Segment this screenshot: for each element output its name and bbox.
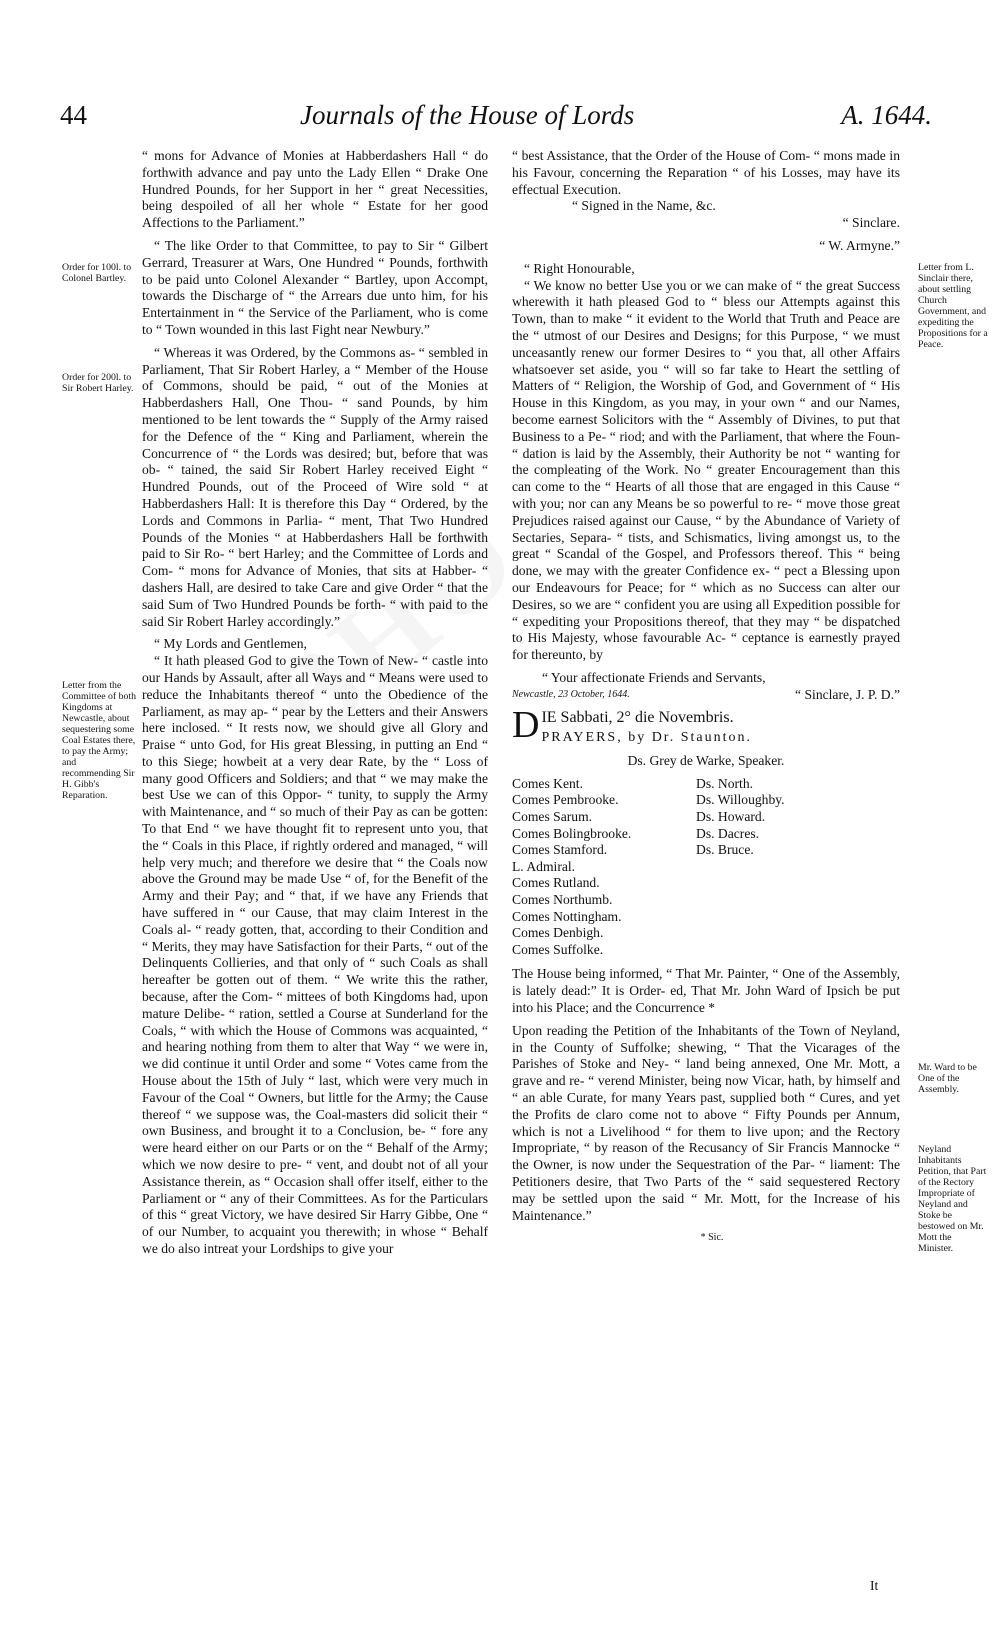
attendee: Comes Rutland. [512,875,600,891]
paragraph-newcastle-letter: “ It hath pleased God to give the Town of New- “ castle into our Hands by Assault, after all Ways and “ Means were used to reduce the Inhabitants thereof “ unto the Obedience of the Parliament, as may ap- “ pear by the Letters and their Answers here inclosed. “ It rests now, we should give all Glory and Praise “ unto God, for His great Blessing, in putting an End “ to this Siege; howbeit at a very dear Rate, by the “ Loss of many good Officers and Soldiers; and that “ we may make the best Use we can of this Oppor- “ tunity, to supply the Army with Maintenance, and “ so much of their Pay as can be gotten: To that End “ we have thought fit to represent unto you, that the “ Coals in this Place, if rightly ordered and managed, “ will help very much; and therefore we desire that “ the Coals now above the Ground may be made Use “ of, for the Benefit of the Army and their Pay; and “ that, if we have any Friends that have suffered in “ our Cause, that may claim Interest in the Coals al- “ ready gotten, that, according to their Condition and “ Merits, they may have Satisfaction for their Parts, “ out of the Delinquents Collieries, and that only of “ such Coals as shall hereafter be gotten out of them. “ We write this the rather, because, after the Com- “ mittees of both Kingdoms had, upon mature Delibe- “ ration, settled a Course at Sunderland for the Coals, “ with which the House of Commons was acquainted, “ and hearing nothing from them to alter that Way “ we were in, we did continue it until Order and some “ Votes came from the House about the 15th of July “ last, which were very much in Favour of the Coal “ Owners, but little for the Army; the Cause thereof “ we suppose was, the Coal-masters did solicit their “ own Business, and brought it to a Conclusion, be- “ fore any were heard either on our Parts or on the “ Behalf of the Army; which we now desire to pre- “ vent, and doubt not of all your Assistance therein, as “ Occasion shall offer itself, either to the Parliament or “ any of their Committees. As for the Particulars of this “ great Victory, we have desired Sir Harry Gibbe, One “ of our Number, to acquaint you therewith; in whose “ Behalf we do also intreat your Lordships to give your [142,653,488,1256]
letter-salutation: “ My Lords and Gentlemen, [154,636,307,652]
date-signature-row [512,687,900,704]
attendee: Ds. Willoughby. [696,792,785,808]
year-label: A. 1644. [841,100,932,130]
speaker-line: Ds. Grey de Warke, Speaker. [627,753,785,769]
attendee: Comes Stamford. [512,842,608,858]
catchword: It [870,1578,879,1593]
drop-cap: D [512,703,540,746]
attendee: Ds. Howard. [696,809,766,825]
margin-note-newcastle-letter: Letter from the Committee of both Kingdoms at Newcastle, about sequestering some Coal Estates there, to pay the Army; and recommending Sir H. Gibb's Reparation. [62,680,137,801]
attendee: Comes Pembrooke. [512,792,619,808]
attendee: L. Admiral. [512,858,576,874]
attendance-earls [512,776,696,959]
paragraph-gibbe: “ best Assistance, that the Order of the House of Com- “ mons made in his Favour, concerning the Reparation “ of his Losses, may have its effectual Execution. [512,148,900,197]
journal-title: Journals of the House of Lords [300,100,635,130]
prayers-line: PRAYERS, by Dr. Staunton. [541,730,752,746]
attendee: Comes Bolingbrooke. [512,825,632,841]
signature-sinclare: “ Sinclare. [842,215,900,231]
paragraph-sinclair-letter: “ We know no better Use you or we can make of “ the great Success wherewith it hath pleased God to “ bless our Attempts against this Town, than to make “ it evident to the World that Truth and Peace are the “ utmost of our Desires and Designs; for this Purpose, “ we must unceasantly renew our former Desires to “ you that, all other Affairs whatsoever set aside, you “ will so far take to Heart the settling of Matters of “ Religion, the Worship of God, and Government of “ His House in this Kingdom, as you may, in your own “ and our Names, become earnest Solicitors with the “ Assembly of Divines, to put that Business to a Pe- “ riod; and with the Parliament, that where the Foun- “ dation is laid by the Assembly, their Authority be not “ wanting for the compleating of the Work. No “ greater Encouragement than this can come to the “ Hearts of all those that are engaged in this Cause “ with you; nor can any Means be so powerful to re- “ move those great Prejudices raised against our Cause, “ by the Abundance of Variety of Sectaries, Separa- “ tists, and Schismatics, living amongst us, to the great “ Scandal of the Gospel, and Professors thereof. This “ being done, we may with the greater Confidence ex- “ pect a Blessing upon our Endeavours for Peace; for “ which as no Success can alter our Desires, so we are “ confident you are using all Expedition possible for “ expediting your Propositions thereof, that they may “ be dispatched to His Majesty, whose favourable Ac- “ ceptance is earnestly prayed for thereunto, by [512,277,900,663]
margin-note-bartley: Order for 100l. to Colonel Bartley. [62,262,132,284]
signature-sinclare-jpd: “ Sinclare, J. P. D.” [795,686,900,702]
paragraph-drake: “ mons for Advance of Monies at Habberdashers Hall “ do forthwith advance and pay unto the Lady Ellen “ Drake One Hundred Pounds, for her Support in her “ great Necessities, being despoiled of all her whole “ Estate for her good Affections to the Parliament.” [142,148,488,231]
salutation-right-honourable: “ Right Honourable, [524,260,635,276]
page-number: 44 [60,100,87,130]
right-column [512,148,900,1253]
attendee: Ds. North. [696,775,754,791]
day-heading-text: IE Sabbati, 2° die Novembris. [541,708,734,726]
attendee: Comes Northumb. [512,892,613,908]
margin-note-harley: Order for 200l. to Sir Robert Harley. [62,372,134,394]
paragraph-bartley: “ The like Order to that Committee, to pay to Sir “ Gilbert Gerrard, Treasurer at Wars, One Hundred “ Pounds, forthwith to be paid unto Colonel Alexander “ Bartley, upon Accompt, towards the Discharge of “ the Arrears due unto him, for his Entertainment in “ the Service of the Parliament, who is come to “ Town wounded in this last Fight near Newbury.” [142,237,488,337]
closing-line: “ Your affectionate Friends and Servants, [542,669,766,685]
margin-note-neyland: Neyland Inhabitants Petition, that Part of the Rectory Impropriate of Neyland and Stoke be bestowed on Mr. Mott the Minister. [918,1144,987,1254]
margin-note-sinclair-letter: Letter from L. Sinclair there, about settling Church Government, and expediting the Propositions for a Peace. [918,262,988,350]
left-column [142,148,488,1264]
attendee: Comes Kent. [512,775,583,791]
attendee: Comes Suffolke. [512,941,604,957]
margin-note-ward: Mr. Ward to be One of the Assembly. [918,1062,977,1095]
attendee: Ds. Bruce. [696,842,754,858]
page-header [0,100,992,140]
attendee: Comes Denbigh. [512,925,604,941]
attendee: Comes Sarum. [512,809,593,825]
attendee: Comes Nottingham. [512,908,622,924]
paragraph-harley: “ Whereas it was Ordered, by the Commons as- “ sembled in Parliament, That Sir Robert Harley, a “ Member of the House of Commons, should be paid, “ out of the Monies at Habberdashers Hall, One Thou- “ sand Pounds, by him mentioned to be lent towards the “ Supply of the Army raised for the Defence of the “ King and Parliament, wherein the Concurrence of “ the Lords was desired; but, before that was ob- “ tained, the said Sir Robert Harley received Eight “ Hundred Pounds, out of the Proceed of Wire sold “ at Habberdashers Hall: It is therefore this Day “ Ordered, by the Lords and Commons in Parlia- “ ment, That Two Hundred Pounds of the Monies “ at Habberdashers Hall be forthwith paid to Sir Ro- “ bert Harley; and the Committee of Lords and Com- “ mons for Advance of Monies, that sits at Habber- “ dashers Hall, are desired to take Care and give Order “ that the said Sum of Two Hundred Pounds be forth- “ with paid to the said Sir Robert Harley accordingly.” [142,344,488,629]
attendance-list [512,776,900,959]
place-date: Newcastle, 23 October, 1644. [512,688,630,700]
paragraph-neyland-petition: Upon reading the Petition of the Inhabitants of the Town of Neyland, in the County of Suffolke; shewing, “ That the Vicarages of the Parishes of Stoke and Ney- “ land being annexed, One Mr. Mott, a grave and re- “ verend Minister, being now Vicar, hath, by himself and “ an able Curate, for many Years past, supplied both “ Cures, and yet the Profits de claro come not to above “ Fifty Pounds per Annum, which is not a Livelihood “ for them to live upon; and the Rectory Impropriate, “ by reason of the Recusancy of Sir Francis Mannocke “ the Owner, is now under the Sequestration of the Par- “ liament: The Petitioners desire, that Two Parts of the “ said sequestered Rectory may be settled upon the said “ Mr. Mott, for the Increase of his Maintenance.” [512,1022,900,1223]
footnote: * Sic. [700,1232,724,1244]
signature-armyne: “ W. Armyne.” [819,237,900,253]
attendance-barons [696,776,876,959]
attendee: Ds. Dacres. [696,825,760,841]
paragraph-ward: The House being informed, “ That Mr. Painter, “ One of the Assembly, is lately dead:” It is Order- ed, That Mr. John Ward of Ipsich be put into his Place; and the Concurrence * [512,966,900,1016]
signed-line: “ Signed in the Name, &c. [572,198,716,214]
